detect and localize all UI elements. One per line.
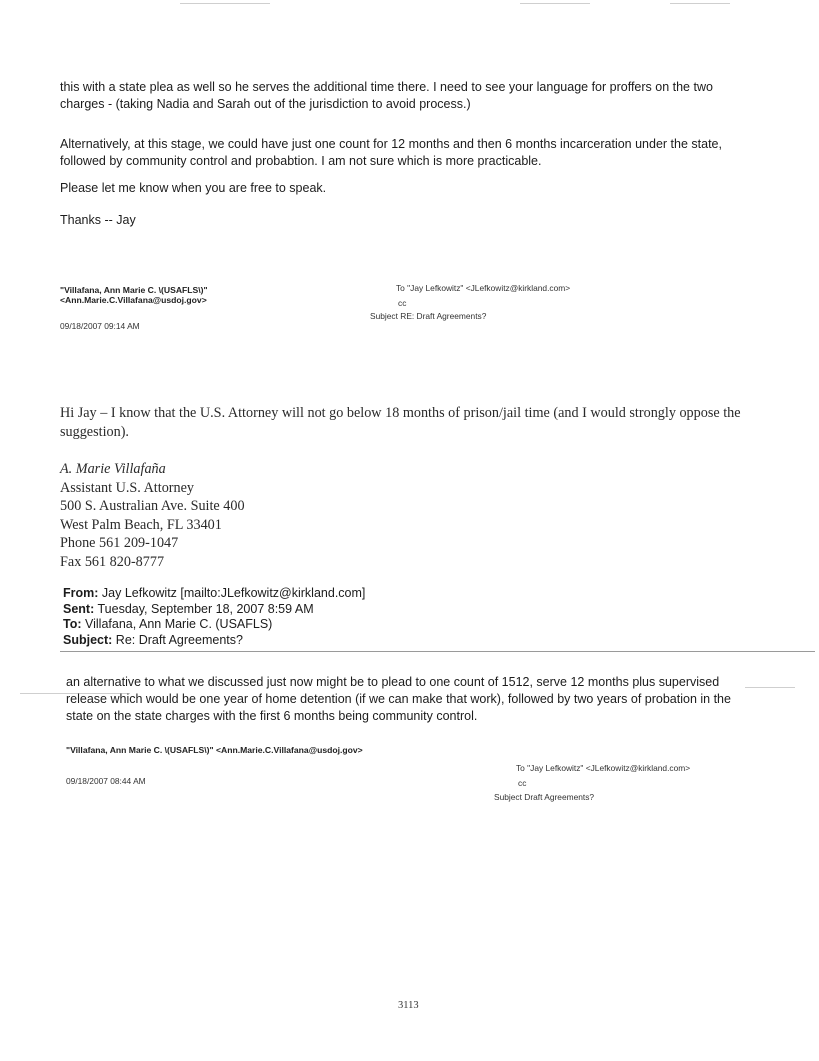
header-1-subject-line bbox=[370, 311, 486, 322]
closing-line: Thanks -- Jay bbox=[60, 213, 136, 227]
forward-subject-value: Re: Draft Agreements? bbox=[115, 632, 243, 647]
header-1-to-line bbox=[396, 283, 570, 294]
forward-header bbox=[63, 586, 563, 648]
header-2-subject-label: Subject bbox=[494, 792, 522, 802]
header-2-sender: "Villafana, Ann Marie C. \(USAFLS\)" <Ann.Marie.C.Villafana@usdoj.gov> bbox=[66, 745, 363, 755]
forward-to-value: Villafana, Ann Marie C. (USAFLS) bbox=[85, 617, 273, 631]
header-1-to-label: To bbox=[396, 283, 405, 293]
forward-sent-line bbox=[63, 602, 563, 618]
header-2-to-line bbox=[516, 763, 690, 774]
signature-name: A. Marie Villafaña bbox=[60, 461, 166, 477]
header-2-subject-value: Draft Agreements? bbox=[524, 792, 595, 802]
body-paragraph-2: Alternatively, at this stage, we could have just one count for 12 months and then 6 months incarceration under the state, followed by community control and probabtion. I am not sure which is more practicable. bbox=[60, 137, 722, 168]
scan-artifact bbox=[745, 687, 795, 688]
forward-subject-line bbox=[63, 633, 563, 649]
scan-artifact bbox=[180, 3, 270, 4]
separator-line bbox=[60, 651, 815, 652]
header-1-sender-name: "Villafana, Ann Marie C. \(USAFLS\)" bbox=[60, 285, 208, 295]
header-1-date: 09/18/2007 09:14 AM bbox=[60, 321, 140, 331]
header-1-cc-label: cc bbox=[398, 298, 407, 308]
header-1-to-value: "Jay Lefkowitz" <JLefkowitz@kirkland.com> bbox=[407, 283, 571, 293]
header-2-cc-label: cc bbox=[518, 778, 527, 788]
header-1-subject-value: RE: Draft Agreements? bbox=[400, 311, 487, 321]
forward-sent-label: Sent: bbox=[63, 601, 95, 616]
page-number: 3113 bbox=[398, 1000, 419, 1011]
body-paragraph-3: Please let me know when you are free to speak. bbox=[60, 181, 327, 195]
header-2-to-label: To bbox=[516, 763, 525, 773]
forward-sent-value: Tuesday, September 18, 2007 8:59 AM bbox=[97, 601, 314, 616]
forward-to-label: To: bbox=[63, 617, 82, 631]
header-2-to-value: "Jay Lefkowitz" <JLefkowitz@kirkland.com> bbox=[527, 763, 691, 773]
header-1-subject-label: Subject bbox=[370, 311, 398, 321]
forward-from-line bbox=[63, 586, 563, 602]
signature-address-2: West Palm Beach, FL 33401 bbox=[60, 516, 222, 533]
body-paragraph-1: this with a state plea as well so he serves the additional time there. I need to see your language for proffers on the two charges - (taking Nadia and Sarah out of the jurisdiction to avoid process.) bbox=[60, 80, 713, 111]
signature-address-1: 500 S. Australian Ave. Suite 400 bbox=[60, 498, 245, 515]
header-2-date: 09/18/2007 08:44 AM bbox=[66, 776, 146, 786]
forward-body-text: an alternative to what we discussed just now might be to plead to one count of 1512, serve 12 months plus supervised release which would be one year of home detention (if we can make that work), followed by two years of probation in the state on the state charges with the first 6 months being community control. bbox=[66, 675, 731, 723]
reply-text: Hi Jay – I know that the U.S. Attorney will not go below 18 months of prison/jail time (and I would strongly oppose the suggestion). bbox=[60, 405, 741, 440]
forward-to-line bbox=[63, 617, 563, 633]
header-1-sender-email: <Ann.Marie.C.Villafana@usdoj.gov> bbox=[60, 295, 207, 305]
forward-from-value: Jay Lefkowitz [mailto:JLefkowitz@kirkland.com] bbox=[101, 586, 366, 600]
scan-artifact bbox=[520, 3, 590, 4]
header-2-subject-line bbox=[494, 792, 594, 803]
forward-subject-label: Subject: bbox=[63, 632, 113, 647]
signature-title: Assistant U.S. Attorney bbox=[60, 479, 194, 496]
signature-phone: Phone 561 209-1047 bbox=[60, 535, 179, 552]
forward-from-label: From: bbox=[63, 586, 99, 600]
signature-fax: Fax 561 820-8777 bbox=[60, 553, 165, 570]
signature-block bbox=[60, 460, 460, 572]
scan-artifact bbox=[670, 3, 730, 4]
